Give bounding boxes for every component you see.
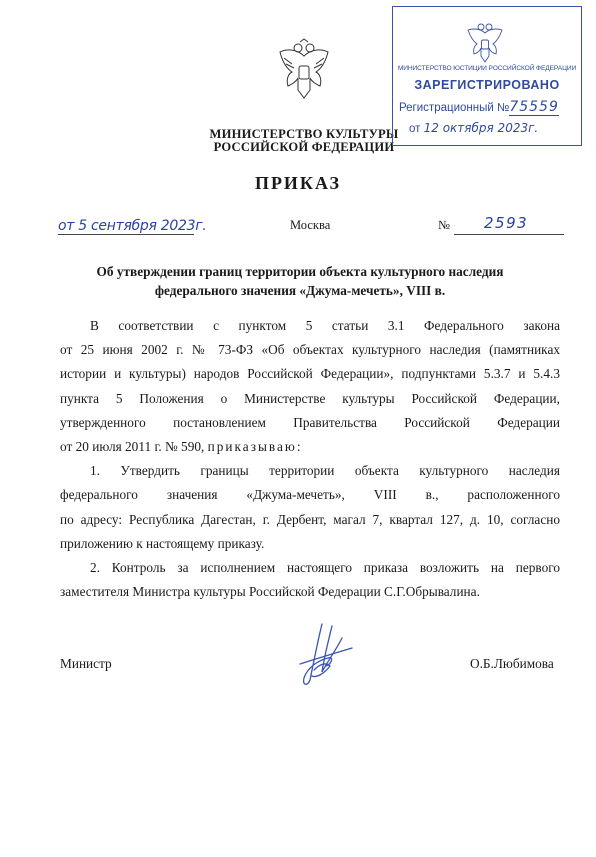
number-underline xyxy=(454,234,564,235)
ministry-line1: МИНИСТЕРСТВО КУЛЬТУРЫ xyxy=(209,127,399,141)
subject-line1: Об утверждении границ территории объекта культурного наследия xyxy=(96,264,504,279)
registration-stamp xyxy=(392,6,582,146)
signer-name: О.Б.Любимова xyxy=(470,656,554,671)
p3-line2: заместителя Министра культуры Российской Федерации С.Г.Обрывалина. xyxy=(60,584,480,600)
stamp-date-line xyxy=(409,121,538,135)
signer-role: Министр xyxy=(60,656,112,671)
order-city: Москва xyxy=(290,218,331,232)
p1-line1: В соответствии с пунктом 5 статьи 3.1 Федерального закона xyxy=(90,318,560,333)
p2-line1: 1. Утвердить границы территории объекта культурного наследия xyxy=(90,463,560,479)
p1-line4: пункта 5 Положения о Министерстве культуры Российской Федерации, xyxy=(60,390,560,406)
order-number: 2593 xyxy=(484,214,529,232)
stamp-reg-label: Регистрационный № xyxy=(399,102,510,114)
stamp-date: 12 октября 2023г. xyxy=(423,121,539,135)
p1-line6-text: от 20 июля 2011 г. № 590, xyxy=(60,439,205,455)
p2-line4: приложению к настоящему приказу. xyxy=(60,535,265,551)
p1-line3: истории и культуры) народов Российской Федерации», подпунктами 5.3.7 и 5.4.3 xyxy=(60,366,560,382)
stamp-date-prefix: от xyxy=(409,123,421,135)
p1-line6-decree: приказываю: xyxy=(207,439,303,455)
ministry-line2: РОССИЙСКОЙ ФЕДЕРАЦИИ xyxy=(213,140,395,154)
p2-line3: по адресу: Республика Дагестан, г. Дербент, магал 7, квартал 127, д. 10, согласно xyxy=(60,511,560,527)
order-subject xyxy=(60,262,540,300)
stamp-registration-line xyxy=(399,99,559,115)
stamp-reg-number: 75559 xyxy=(509,99,559,115)
p1-line6 xyxy=(60,435,560,459)
subject-line2: федерального значения «Джума-мечеть», VIII в. xyxy=(154,283,446,298)
p1-line5: утвержденного постановлением Правительства Российской Федерации xyxy=(60,414,560,430)
order-body xyxy=(60,314,560,604)
date-underline xyxy=(58,234,194,235)
p1-line2: от 25 июня 2002 г. № 73-ФЗ «Об объектах культурного наследия (памятниках xyxy=(60,342,560,358)
p2-line2: федерального значения «Джума-мечеть», VIII в., расположенного xyxy=(60,487,560,503)
handwritten-signature xyxy=(292,620,356,692)
order-date: от 5 сентября 2023г. xyxy=(58,218,207,234)
stamp-organization: МИНИСТЕРСТВО ЮСТИЦИИ РОССИЙСКОЙ ФЕДЕРАЦИИ xyxy=(397,65,577,72)
p3-line1: 2. Контроль за исполнением настоящего приказа возложить на первого xyxy=(90,560,560,576)
document-title: ПРИКАЗ xyxy=(254,173,342,193)
stamp-emblem-icon xyxy=(465,21,505,65)
ministry-name xyxy=(196,128,412,154)
stamp-status: ЗАРЕГИСТРИРОВАНО xyxy=(414,78,560,92)
russian-coat-of-arms-icon xyxy=(276,38,332,104)
order-number-label: № xyxy=(438,218,450,232)
